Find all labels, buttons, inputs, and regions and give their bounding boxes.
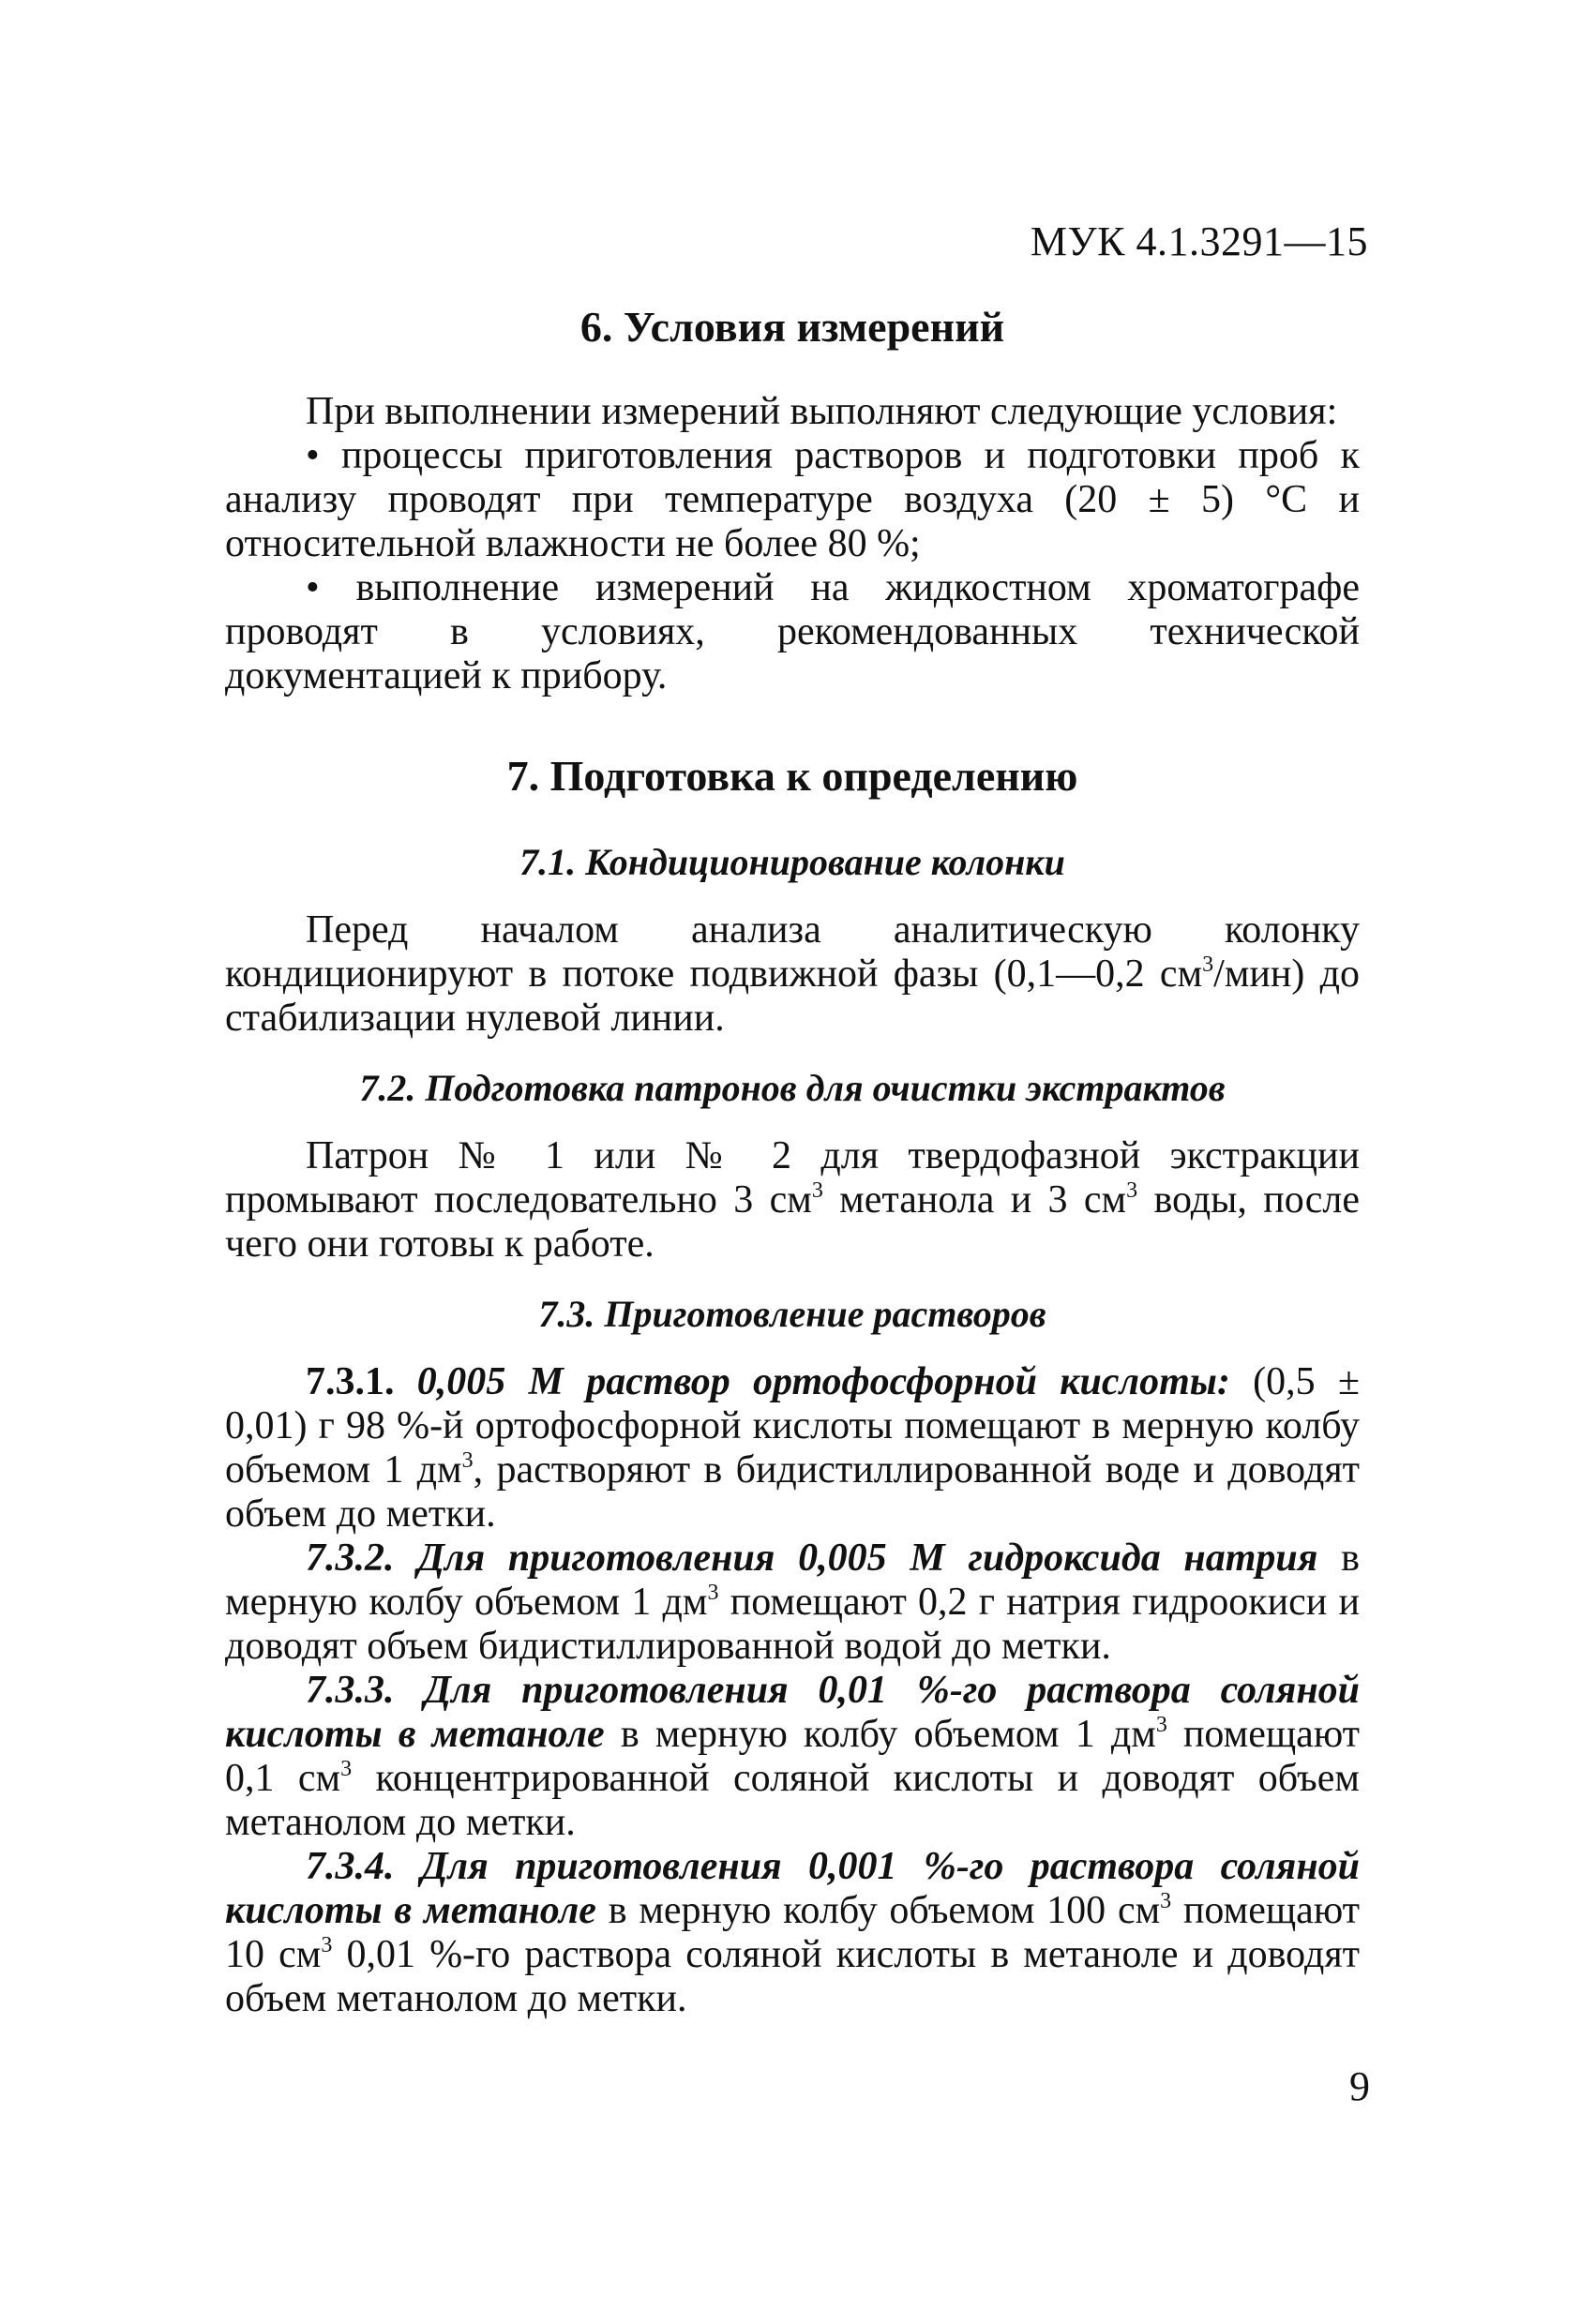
- page-content: [225, 302, 1360, 2021]
- subsection-7-3-title: 7.3. Приготовление растворов: [538, 1293, 1046, 1335]
- section-6-item-1: • процессы приготовления растворов и подготовки проб к анализу проводят при температуре воздуха (20 ± 5) °С и относительной влажности не более 80 %;: [225, 434, 1360, 565]
- paragraph-7-3-2: 7.3.2. Для приготовления 0,005 М гидроксида натрия в мерную колбу объемом 1 $дм^3$ помещают 0,2 г натрия гидроокиси и доводят объем бидистиллированной водой до метки.: [225, 1537, 1360, 1668]
- page-number: 9: [1349, 2063, 1370, 2109]
- section-6-title: 6. Условия измерений: [579, 303, 1005, 351]
- subsection-7-1-text: Перед началом анализа аналитическую колонку кондиционируют в потоке подвижной фазы (0,1—0,2 $см^3/мин$) до стабилизации нулевой линии.: [225, 908, 1360, 1040]
- section-7-title: 7. Подготовка к определению: [506, 752, 1078, 800]
- paragraph-7-3-3: 7.3.3. Для приготовления 0,01 %-го раствора соляной кислоты в метаноле в мерную колбу объемом 1 $дм^3$ помещают 0,1 $см^3$ концентрированной соляной кислоты и доводят объем метанолом до метки.: [225, 1669, 1360, 1844]
- section-6-item-2: • выполнение измерений на жидкостном хроматографе проводят в условиях, рекомендованных технической документацией к прибору.: [225, 566, 1360, 697]
- subsection-7-1-title: 7.1. Кондиционирование колонки: [519, 841, 1065, 883]
- paragraph-7-3-1: 7.3.1. 0,005 М раствор ортофосфорной кислоты: (0,5 ± 0,01) г 98 %-й ортофосфорной кислоты помещают в мерную колбу объемом 1 $дм^3$, растворяют в бидистиллированной воде и доводят объем до метки.: [225, 1360, 1360, 1536]
- subsection-7-2-title: 7.2. Подготовка патронов для очистки экстрактов: [359, 1067, 1226, 1109]
- document-code: МУК 4.1.3291—15: [1030, 218, 1368, 264]
- subsection-7-2-text: Патрон № 1 или № 2 для твердофазной экстракции промывают последовательно 3 $см^3$ метанола и 3 $см^3$ воды, после чего они готовы к работе.: [225, 1134, 1360, 1266]
- paragraph-7-3-4: 7.3.4. Для приготовления 0,001 %-го раствора соляной кислоты в метаноле в мерную колбу объемом 100 $см^3$ помещают 10 $см^3$ 0,01 %-го раствора соляной кислоты в метаноле и доводят объем метанолом до метки.: [225, 1845, 1360, 2020]
- section-6-intro: При выполнении измерений выполняют следующие условия:: [306, 390, 1338, 433]
